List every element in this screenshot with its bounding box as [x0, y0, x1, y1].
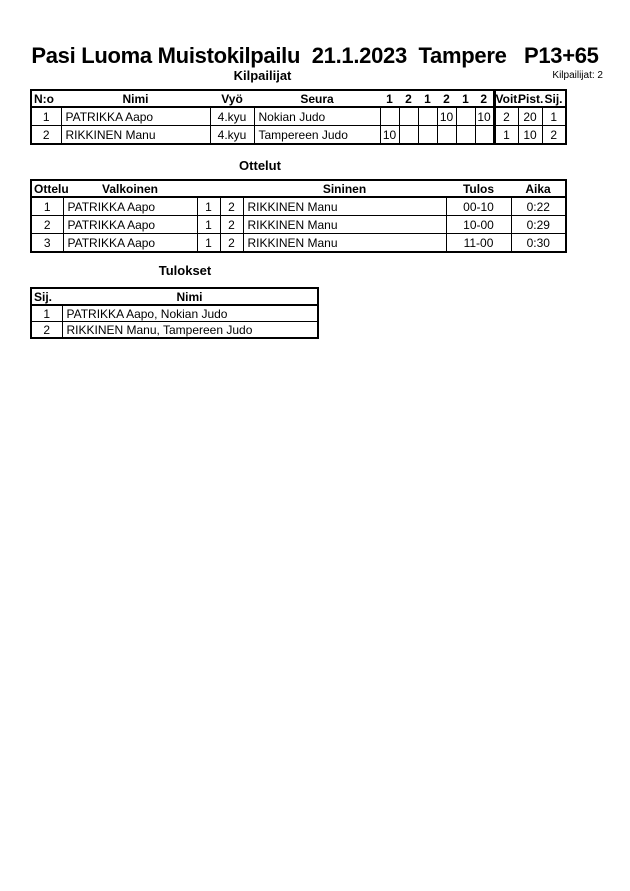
cell-seura: Nokian Judo	[254, 107, 380, 126]
cell-white-num: 1	[197, 234, 220, 253]
col-header-round-3: 1	[418, 90, 437, 107]
section-heading-tulokset: Tulokset	[158, 263, 212, 278]
results-table	[30, 287, 319, 339]
cell-score	[399, 126, 418, 145]
cell-score	[418, 126, 437, 145]
matches-table	[30, 179, 567, 253]
cell-vyo: 4.kyu	[210, 107, 254, 126]
competitors-header-row	[31, 90, 566, 107]
cell-sij: 1	[542, 107, 566, 126]
cell-white-name: PATRIKKA Aapo	[63, 234, 197, 253]
cell-blue-name: RIKKINEN Manu	[243, 216, 446, 234]
cell-score	[475, 126, 494, 145]
col-header-round-5: 1	[456, 90, 475, 107]
cell-pist: 20	[518, 107, 542, 126]
cell-no: 2	[31, 126, 61, 145]
col-header-ottelu: Ottelu	[31, 180, 63, 197]
match-row	[31, 216, 566, 234]
cell-sij: 1	[31, 305, 62, 322]
cell-score: 10	[437, 107, 456, 126]
cell-aika: 0:22	[511, 197, 566, 216]
match-row	[31, 197, 566, 216]
competitors-table	[30, 89, 567, 145]
col-header-sij: Sij.	[542, 90, 566, 107]
cell-sij: 2	[31, 322, 62, 339]
competitor-row	[31, 107, 566, 126]
cell-score	[456, 126, 475, 145]
result-row	[31, 322, 318, 339]
cell-score	[456, 107, 475, 126]
cell-tulos: 00-10	[446, 197, 511, 216]
cell-sij: 2	[542, 126, 566, 145]
cell-blue-num: 2	[220, 234, 243, 253]
col-header-valkoinen: Valkoinen	[63, 180, 197, 197]
col-header-round-4: 2	[437, 90, 456, 107]
col-header-pist: Pist.	[518, 91, 544, 106]
cell-blue-name: RIKKINEN Manu	[243, 234, 446, 253]
col-header-no: N:o	[31, 90, 61, 107]
col-header-seura: Seura	[254, 90, 380, 107]
cell-nimi: RIKKINEN Manu	[61, 126, 210, 145]
col-header-nimi: Nimi	[62, 288, 318, 305]
cell-tulos: 11-00	[446, 234, 511, 253]
col-header-vyo: Vyö	[210, 90, 254, 107]
cell-match-no: 3	[31, 234, 63, 253]
col-header-round-2: 2	[399, 90, 418, 107]
cell-voit: 1	[494, 126, 518, 145]
col-header-tulos: Tulos	[446, 180, 511, 197]
col-header-voit: Voit.	[495, 91, 521, 106]
competitors-count: Kilpailijat: 2	[552, 70, 603, 81]
cell-aika: 0:30	[511, 234, 566, 253]
col-header-blue-num	[220, 180, 243, 197]
col-header-round-6: 2	[475, 90, 494, 107]
col-header-white-num	[197, 180, 220, 197]
cell-white-num: 1	[197, 197, 220, 216]
competitor-row	[31, 126, 566, 145]
cell-pist: 10	[518, 126, 542, 145]
cell-tulos: 10-00	[446, 216, 511, 234]
cell-nimi: PATRIKKA Aapo	[61, 107, 210, 126]
cell-match-no: 2	[31, 216, 63, 234]
cell-white-num: 1	[197, 216, 220, 234]
section-heading-ottelut: Ottelut	[239, 158, 281, 173]
cell-blue-num: 2	[220, 197, 243, 216]
cell-white-name: PATRIKKA Aapo	[63, 197, 197, 216]
cell-blue-num: 2	[220, 216, 243, 234]
cell-score	[399, 107, 418, 126]
cell-aika: 0:29	[511, 216, 566, 234]
cell-no: 1	[31, 107, 61, 126]
cell-score	[380, 107, 399, 126]
cell-score	[437, 126, 456, 145]
cell-voit: 2	[494, 107, 518, 126]
cell-nimi: RIKKINEN Manu, Tampereen Judo	[62, 322, 318, 339]
page-title: Pasi Luoma Muistokilpailu 21.1.2023 Tampere P13+65	[31, 43, 599, 68]
col-header-sininen: Sininen	[243, 180, 446, 197]
col-header-sij: Sij.	[31, 288, 62, 305]
cell-score	[418, 107, 437, 126]
section-heading-kilpailijat: Kilpailijat	[233, 68, 292, 83]
matches-header-row	[31, 180, 566, 197]
cell-nimi: PATRIKKA Aapo, Nokian Judo	[62, 305, 318, 322]
cell-score: 10	[475, 107, 494, 126]
cell-match-no: 1	[31, 197, 63, 216]
results-header-row	[31, 288, 318, 305]
col-header-round-1: 1	[380, 90, 399, 107]
col-header-aika: Aika	[511, 180, 566, 197]
result-row	[31, 305, 318, 322]
cell-blue-name: RIKKINEN Manu	[243, 197, 446, 216]
cell-score: 10	[380, 126, 399, 145]
match-row	[31, 234, 566, 253]
cell-seura: Tampereen Judo	[254, 126, 380, 145]
col-header-nimi: Nimi	[61, 90, 210, 107]
cell-white-name: PATRIKKA Aapo	[63, 216, 197, 234]
cell-vyo: 4.kyu	[210, 126, 254, 145]
